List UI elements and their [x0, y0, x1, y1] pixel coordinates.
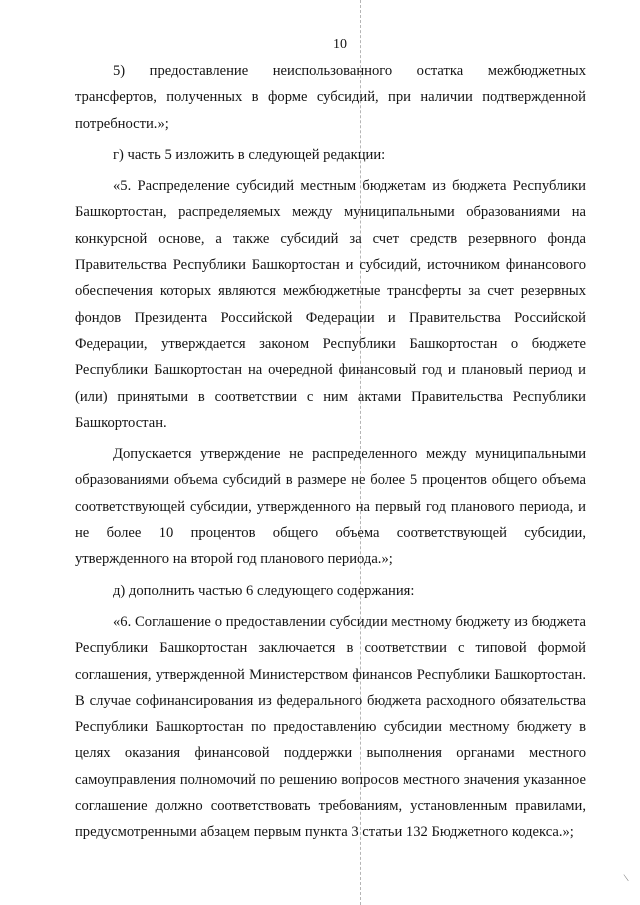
- paragraph-undistributed-subsidies: Допускается утверждение не распределенного между муниципальными образованиями объема субсидий в размере не более 5 процентов общего объема соответствующей субсидии, утвержденного на первый год планового периода, и не более 10 процентов общего объема соответствующей субсидии, утвержденного на второй год планового периода.»;: [75, 446, 586, 568]
- paragraph-part-6-text: «6. Соглашение о предоставлении субсидии местному бюджету из бюджета Республики Башкортостан заключается в соответствии с типовой формой соглашения, утвержденной Министерством финансов Республики Башкортостан. В случае софинансирования из федерального бюджета расходного обязательства Республики Башкортостан по предоставлению субсидии местному бюджету в целях оказания финансовой поддержки выполнения органами местного самоуправления полномочий по решению вопросов местного значения указанное соглашение должно соответствовать требованиям, установленным правилами, предусмотренными абзацем первым пункта 3 статьи 132 Бюджетного кодекса.»;: [75, 613, 586, 841]
- page-number: 10: [333, 37, 347, 52]
- paragraph-add-part-6: д) дополнить частью 6 следующего содержания:: [113, 582, 415, 599]
- paragraph-item-5: 5) предоставление неиспользованного остатка межбюджетных трансфертов, полученных в форме субсидий, при наличии подтвержденной потребности.»;: [75, 63, 586, 132]
- paragraph-amend-part-5: г) часть 5 изложить в следующей редакции:: [113, 146, 386, 163]
- document-body: [75, 58, 586, 846]
- paragraph-part-5-text: «5. Распределение субсидий местным бюджетам из бюджета Республики Башкортостан, распределяемых между муниципальными образованиями на конкурсной основе, а также субсидий за счет средств резервного фонда Правительства Республики Башкортостан и субсидий, источником финансового обеспечения которых являются межбюджетные трансферты за счет резервных фондов Президента Российской Федерации и Правительства Российской Федерации, утверждается законом Республики Башкортостан о бюджете Республики Башкортостан на очередной финансовый год и плановый период и (или) принятыми в соответствии с ним актами Правительства Республики Башкортостан.: [75, 178, 586, 431]
- scan-mark-icon: /: [620, 873, 633, 883]
